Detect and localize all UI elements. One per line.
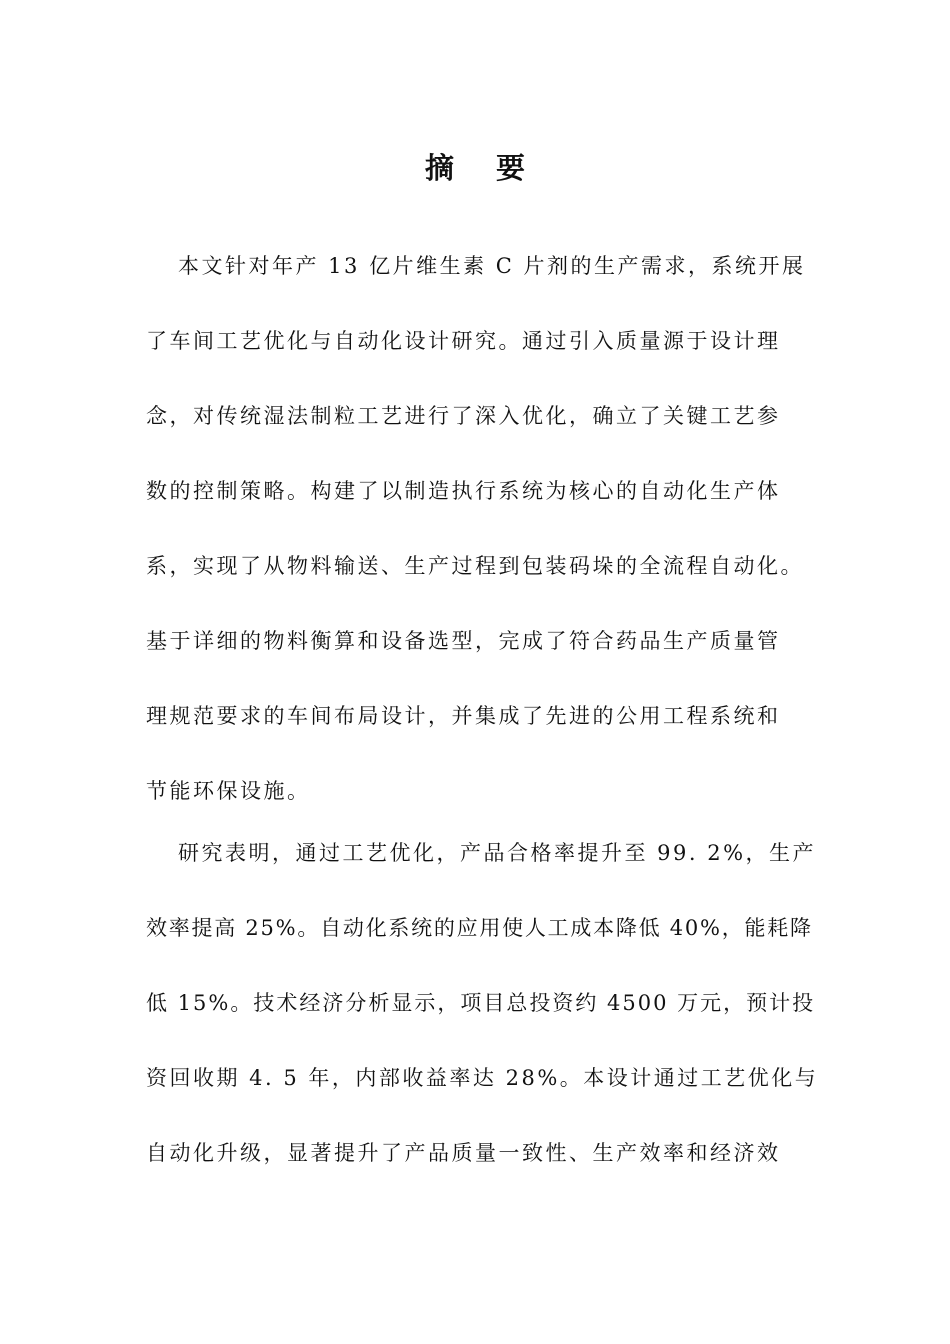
paragraph-line: 资回收期 4. 5 年，内部收益率达 28%。本设计通过工艺优化与: [146, 1066, 819, 1090]
title-char-1: 摘: [424, 151, 454, 185]
paragraph-line: 了车间工艺优化与自动化设计研究。通过引入质量源于设计理: [146, 329, 781, 353]
abstract-paragraph-1: [146, 229, 818, 829]
paragraph-line: 系，实现了从物料输送、生产过程到包装码垛的全流程自动化。: [146, 554, 804, 578]
title-char-2: 要: [496, 151, 526, 185]
paragraph-line: 数的控制策略。构建了以制造执行系统为核心的自动化生产体: [146, 479, 781, 503]
paragraph-line: 节能环保设施。: [146, 779, 311, 803]
paragraph-line: 效率提高 25%。自动化系统的应用使人工成本降低 40%，能耗降: [146, 916, 813, 940]
paragraph-line: 研究表明，通过工艺优化，产品合格率提升至 99. 2%，生产: [178, 841, 817, 865]
paragraph-line: 念，对传统湿法制粒工艺进行了深入优化，确立了关键工艺参: [146, 404, 781, 428]
paragraph-line: 基于详细的物料衡算和设备选型，完成了符合药品生产质量管: [146, 629, 781, 653]
paragraph-line: 低 15%。技术经济分析显示，项目总投资约 4500 万元，预计投: [146, 991, 816, 1015]
paragraph-line: 理规范要求的车间布局设计，并集成了先进的公用工程系统和: [146, 704, 781, 728]
abstract-paragraph-2: [146, 816, 818, 1191]
page-title: [0, 140, 950, 196]
paragraph-line: 自动化升级，显著提升了产品质量一致性、生产效率和经济效: [146, 1141, 781, 1165]
paragraph-line: 本文针对年产 13 亿片维生素 C 片剂的生产需求，系统开展: [178, 254, 806, 278]
